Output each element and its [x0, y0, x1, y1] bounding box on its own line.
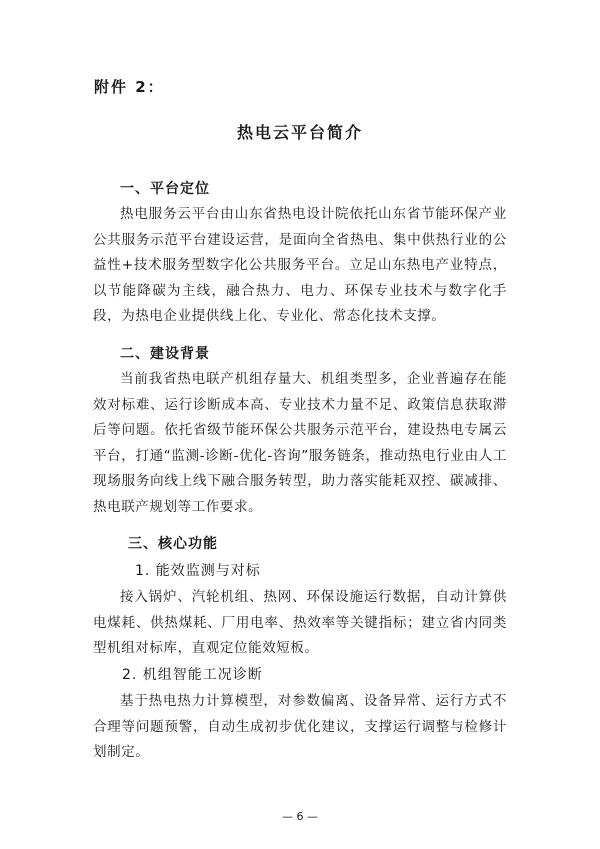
section-body-background: 当前我省热电联产机组存量大、机组类型多，企业普遍存在能效对标难、运行诊断成本高、专业技术力量不足、政策信息获取滞后等问题。依托省级节能环保公共服务示范平台，建设热电专属云平台，打通“监测-诊断-优化-咨询”服务链条，推动热电行业由人工现场服务向线上线下融合服务转型，助力落实能耗双控、碳减排、热电联产规划等工作要求。 [93, 371, 507, 515]
section-heading-positioning: 一、平台定位 [120, 181, 210, 197]
section-heading-background: 二、建设背景 [120, 346, 210, 362]
attachment-label: 附件 2： [94, 78, 165, 96]
document-title: 热电云平台简介 [236, 123, 363, 142]
function-item-title-diagnosis: 2. 机组智能工况诊断 [122, 667, 263, 683]
section-heading-core-functions: 三、核心功能 [128, 536, 218, 552]
function-item-body-efficiency: 接入锅炉、汽轮机组、热网、环保设施运行数据，自动计算供电煤耗、供热煤耗、厂用电率、热效率等关键指标；建立省内同类型机组对标库，直观定位能效短板。 [93, 589, 507, 657]
function-item-title-efficiency: 1. 能效监测与对标 [135, 563, 261, 579]
function-item-body-diagnosis: 基于热电热力计算模型，对参数偏离、设备异常、运行方式不合理等问题预警，自动生成初步优化建议，支撑运行调整与检修计划制定。 [93, 693, 507, 761]
page-number: — 6 — [282, 810, 318, 823]
section-body-positioning: 热电服务云平台由山东省热电设计院依托山东省节能环保产业公共服务示范平台建设运营，是面向全省热电、集中供热行业的公益性+技术服务型数字化公共服务平台。立足山东热电产业特点，以节能降碳为主线，融合热力、电力、环保专业技术与数字化手段，为热电企业提供线上化、专业化、常态化技术支撑。 [93, 206, 507, 325]
